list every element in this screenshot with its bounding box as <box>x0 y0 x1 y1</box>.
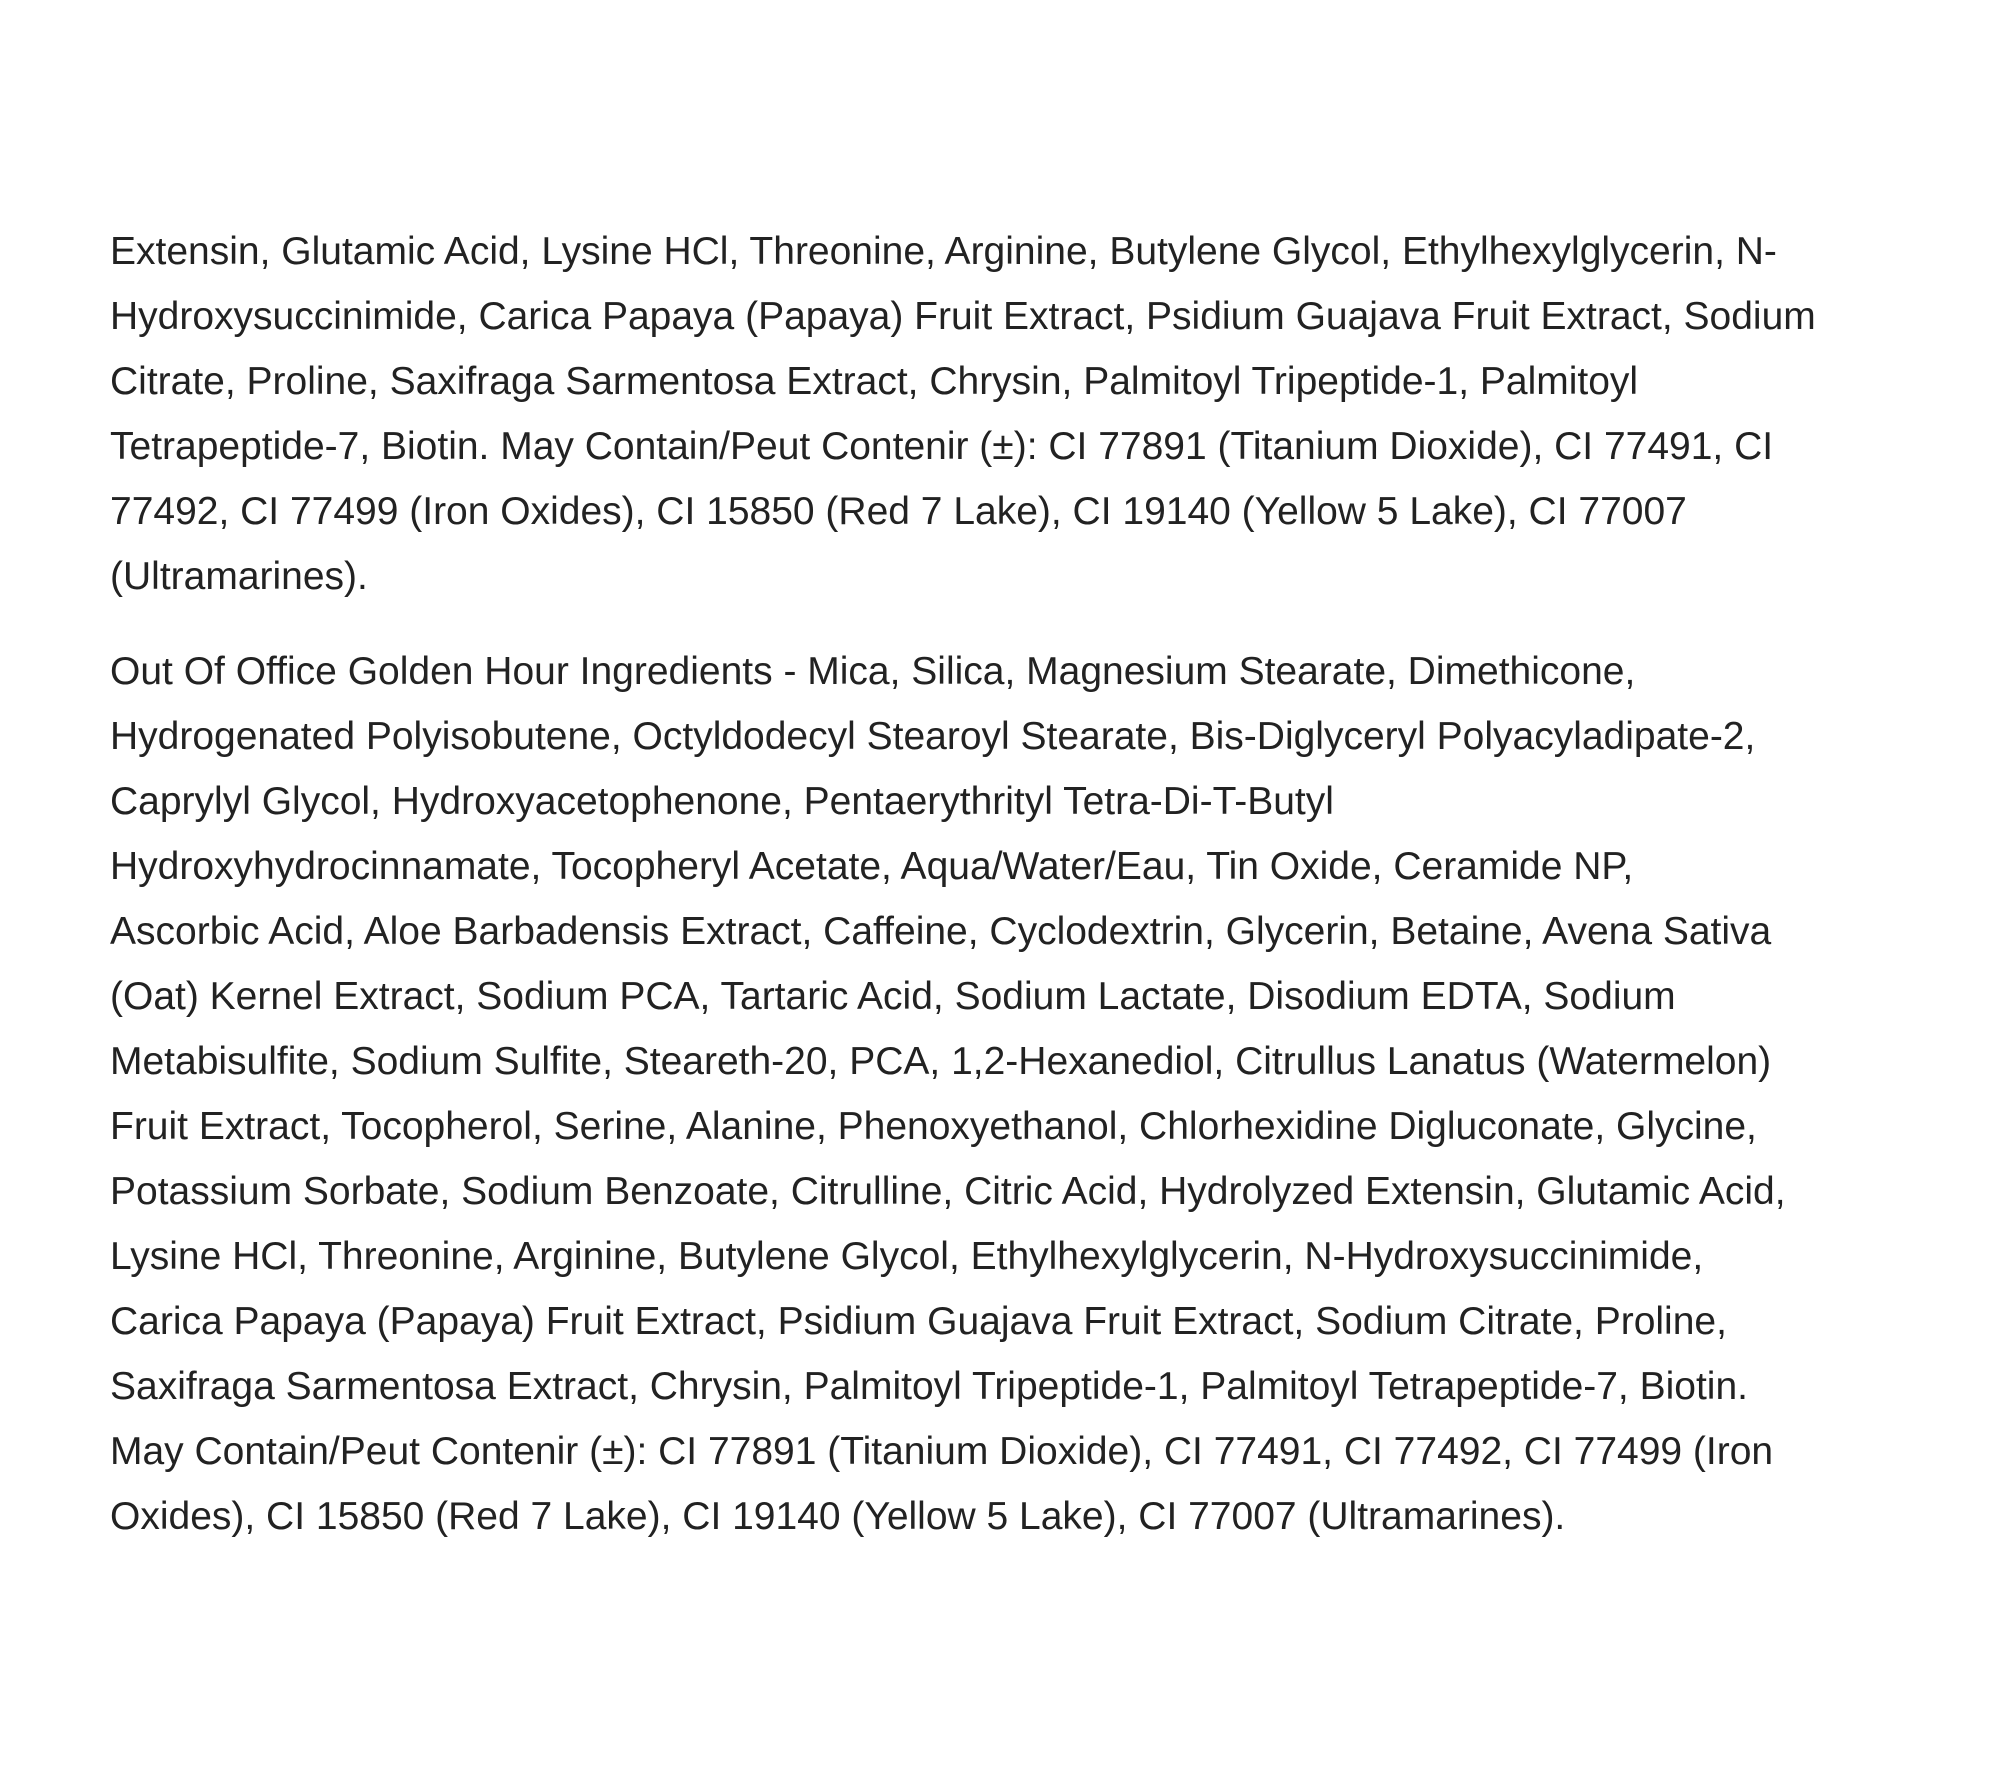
text-line: Out Of Office Golden Hour Ingredients - Mica, Silica, Magnesium Stearate, Dimethicone, <box>110 650 1636 693</box>
text-line: Oxides), CI 15850 (Red 7 Lake), CI 19140 (Yellow 5 Lake), CI 77007 (Ultramarines). <box>110 1495 1566 1538</box>
text-line: Ascorbic Acid, Aloe Barbadensis Extract, Caffeine, Cyclodextrin, Glycerin, Betaine, Avena Sativa <box>110 910 1772 953</box>
text-line: Citrate, Proline, Saxifraga Sarmentosa Extract, Chrysin, Palmitoyl Tripeptide-1, Palmitoyl <box>110 360 1639 403</box>
ingredients-paragraph-continued <box>110 219 1920 609</box>
text-line: (Oat) Kernel Extract, Sodium PCA, Tartaric Acid, Sodium Lactate, Disodium EDTA, Sodium <box>110 975 1676 1018</box>
text-line: Tetrapeptide-7, Biotin. May Contain/Peut Contenir (±): CI 77891 (Titanium Dioxide), CI 77491, CI <box>110 425 1774 468</box>
ingredients-paragraph-golden-hour <box>110 639 1920 1549</box>
ingredients-document <box>110 219 1920 1549</box>
text-line: Caprylyl Glycol, Hydroxyacetophenone, Pentaerythrityl Tetra-Di-T-Butyl <box>110 780 1334 823</box>
text-line: Fruit Extract, Tocopherol, Serine, Alanine, Phenoxyethanol, Chlorhexidine Digluconate, Glycine, <box>110 1105 1757 1148</box>
text-line: Potassium Sorbate, Sodium Benzoate, Citrulline, Citric Acid, Hydrolyzed Extensin, Glutamic Acid, <box>110 1170 1786 1213</box>
text-line: Hydroxyhydrocinnamate, Tocopheryl Acetate, Aqua/Water/Eau, Tin Oxide, Ceramide NP, <box>110 845 1634 888</box>
text-line: Carica Papaya (Papaya) Fruit Extract, Psidium Guajava Fruit Extract, Sodium Citrate, Proline, <box>110 1300 1727 1343</box>
text-line: Extensin, Glutamic Acid, Lysine HCl, Threonine, Arginine, Butylene Glycol, Ethylhexylglycerin, N- <box>110 230 1777 273</box>
text-line: Hydroxysuccinimide, Carica Papaya (Papaya) Fruit Extract, Psidium Guajava Fruit Extract, Sodium <box>110 295 1816 338</box>
text-line: Hydrogenated Polyisobutene, Octyldodecyl Stearoyl Stearate, Bis-Diglyceryl Polyacyladipate-2, <box>110 715 1756 758</box>
text-line: Saxifraga Sarmentosa Extract, Chrysin, Palmitoyl Tripeptide-1, Palmitoyl Tetrapeptide-7, Biotin. <box>110 1365 1748 1408</box>
text-line: Lysine HCl, Threonine, Arginine, Butylene Glycol, Ethylhexylglycerin, N-Hydroxysuccinimide, <box>110 1235 1704 1278</box>
text-line: (Ultramarines). <box>110 555 368 598</box>
text-line: Metabisulfite, Sodium Sulfite, Steareth-20, PCA, 1,2-Hexanediol, Citrullus Lanatus (Watermelon) <box>110 1040 1772 1083</box>
text-line: May Contain/Peut Contenir (±): CI 77891 (Titanium Dioxide), CI 77491, CI 77492, CI 77499 (Iron <box>110 1430 1774 1473</box>
text-line: 77492, CI 77499 (Iron Oxides), CI 15850 (Red 7 Lake), CI 19140 (Yellow 5 Lake), CI 77007 <box>110 490 1687 533</box>
